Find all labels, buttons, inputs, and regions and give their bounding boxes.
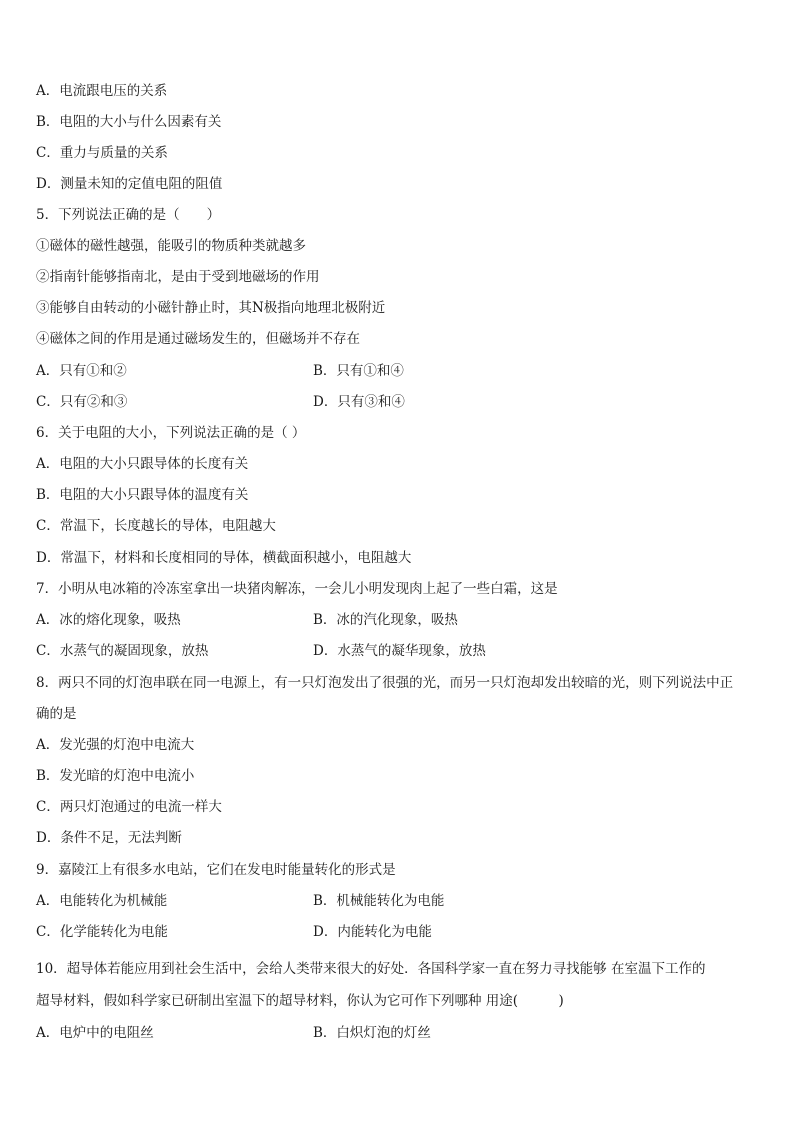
q6-option-c: C．常温下，长度越长的导体，电阻越大 <box>36 518 276 534</box>
q10-stem-line1: 10．超导体若能应用到社会生活中，会给人类带来很大的好处．各国科学家一直在努力寻找能够 在室温下工作的 <box>36 961 706 977</box>
q8-option-d: D．条件不足，无法判断 <box>36 830 182 846</box>
q4-option-b: B．电阻的大小与什么因素有关 <box>36 114 222 130</box>
q7-option-c: C．水蒸气的凝固现象，放热 <box>36 643 209 659</box>
q8-stem-line2: 确的是 <box>36 706 77 722</box>
q5-statement-3: ③能够自由转动的小磁针静止时，其N极指向地理北极附近 <box>36 300 386 316</box>
q8-option-a: A．发光强的灯泡中电流大 <box>36 737 195 753</box>
q10-stem-line2: 超导材料，假如科学家已研制出室温下的超导材料，你认为它可作下列哪种 用途( ) <box>36 993 564 1009</box>
q6-option-b: B．电阻的大小只跟导体的温度有关 <box>36 487 249 503</box>
q9-option-c: C．化学能转化为电能 <box>36 924 168 940</box>
q6-option-a: A．电阻的大小只跟导体的长度有关 <box>36 456 249 472</box>
q5-option-d: D．只有③和④ <box>313 394 405 410</box>
q4-option-a: A．电流跟电压的关系 <box>36 83 168 99</box>
q5-stem: 5．下列说法正确的是（ ） <box>36 207 221 223</box>
q5-statement-4: ④磁体之间的作用是通过磁场发生的，但磁场并不存在 <box>36 331 360 347</box>
q9-stem: 9．嘉陵江上有很多水电站，它们在发电时能量转化的形式是 <box>36 862 396 878</box>
q5-option-a: A．只有①和② <box>36 363 127 379</box>
q10-option-a: A．电炉中的电阻丝 <box>36 1025 154 1041</box>
q7-option-b: B．冰的汽化现象，吸热 <box>313 612 458 628</box>
q5-option-c: C．只有②和③ <box>36 394 128 410</box>
q9-option-a: A．电能转化为机械能 <box>36 893 168 909</box>
q4-option-d: D．测量未知的定值电阻的阻值 <box>36 176 223 192</box>
q9-option-b: B．机械能转化为电能 <box>313 893 445 909</box>
q6-option-d: D．常温下，材料和长度相同的导体，横截面积越小，电阻越大 <box>36 550 412 566</box>
q7-option-d: D．水蒸气的凝华现象，放热 <box>313 643 486 659</box>
q7-option-a: A．冰的熔化现象，吸热 <box>36 612 181 628</box>
q8-stem-line1: 8．两只不同的灯泡串联在同一电源上，有一只灯泡发出了很强的光，而另一只灯泡却发出较暗的光，则下列说法中正 <box>36 675 734 691</box>
q4-option-c: C．重力与质量的关系 <box>36 145 168 161</box>
q8-option-b: B．发光暗的灯泡中电流小 <box>36 768 195 784</box>
q5-statement-1: ①磁体的磁性越强，能吸引的物质种类就越多 <box>36 238 306 254</box>
q5-option-b: B．只有①和④ <box>313 363 404 379</box>
q6-stem: 6．关于电阻的大小，下列说法正确的是（ ） <box>36 425 306 441</box>
q5-statement-2: ②指南针能够指南北，是由于受到地磁场的作用 <box>36 269 320 285</box>
q7-stem: 7．小明从电冰箱的冷冻室拿出一块猪肉解冻，一会儿小明发现肉上起了一些白霜，这是 <box>36 581 558 597</box>
q8-option-c: C．两只灯泡通过的电流一样大 <box>36 799 222 815</box>
q10-option-b: B．白炽灯泡的灯丝 <box>313 1025 431 1041</box>
q9-option-d: D．内能转化为电能 <box>313 924 432 940</box>
